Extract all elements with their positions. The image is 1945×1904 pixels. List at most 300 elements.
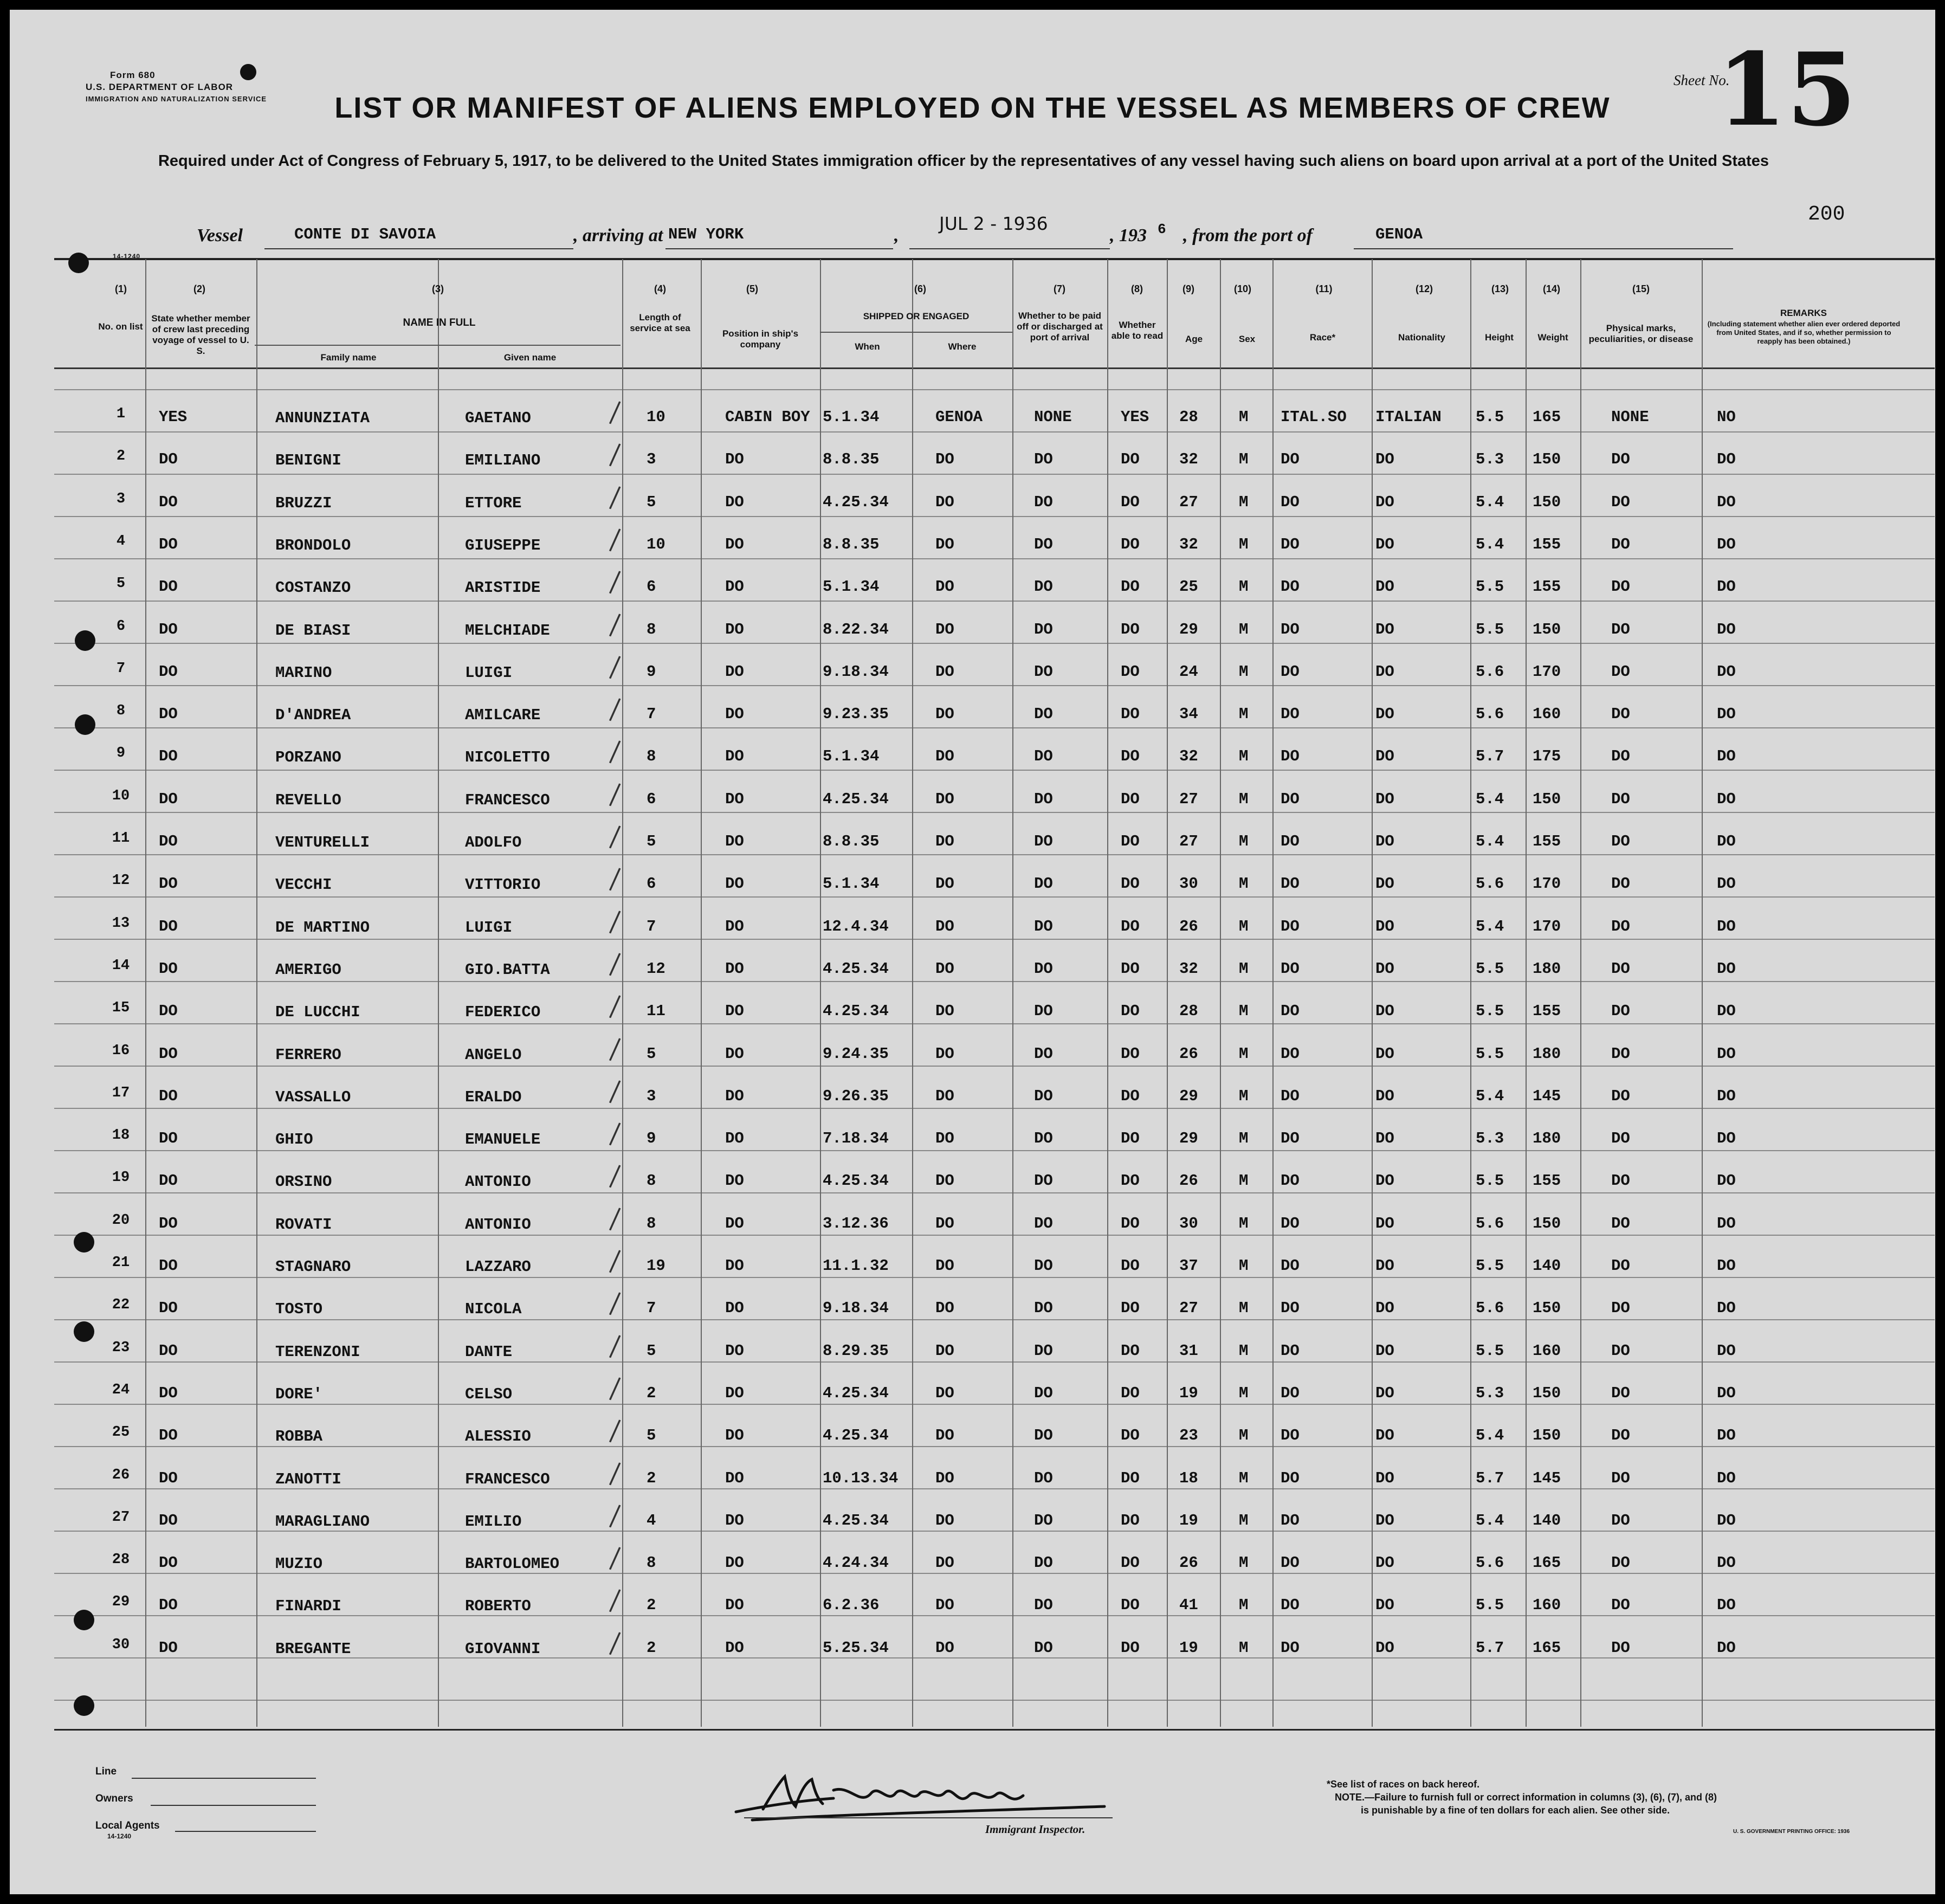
cell-race: DO — [1281, 578, 1300, 596]
cell-height: 5.5 — [1476, 620, 1504, 638]
col-num-14: (14) — [1542, 283, 1560, 294]
inspector-signature — [731, 1769, 1132, 1828]
cell-age: 41 — [1179, 1596, 1198, 1615]
cell-family-name: TOSTO — [275, 1300, 323, 1319]
row-rule — [54, 1700, 1935, 1701]
shipped-subdivider — [820, 332, 1012, 333]
cell-when: 9.18.34 — [823, 662, 889, 681]
cell-physical-marks: DO — [1611, 1596, 1630, 1615]
cell-row-number: 26 — [112, 1467, 130, 1483]
cell-given-name: NICOLA — [465, 1300, 522, 1319]
cell-nationality: DO — [1375, 1596, 1394, 1615]
arriving-port: NEW YORK — [668, 225, 744, 243]
punch-hole — [74, 1610, 94, 1630]
check-mark: / — [608, 1540, 622, 1577]
cell-prev-voyage: DO — [159, 1172, 178, 1190]
check-mark: / — [608, 1115, 622, 1152]
vessel-name: CONTE DI SAVOIA — [294, 225, 436, 243]
cell-family-name: BRONDOLO — [275, 536, 351, 554]
cell-prev-voyage: DO — [159, 705, 178, 724]
cell-weight: 155 — [1533, 1172, 1561, 1190]
cell-paid-off: DO — [1034, 1511, 1053, 1529]
cell-length-service: 2 — [647, 1638, 656, 1657]
cell-row-number: 28 — [112, 1552, 130, 1569]
cell-row-number: 2 — [116, 448, 126, 465]
cell-remarks: DO — [1717, 917, 1736, 935]
cell-where: DO — [935, 917, 954, 935]
form-code-top: 14-1240 — [113, 253, 141, 260]
cell-when: 4.25.34 — [823, 1384, 889, 1402]
row-rule — [54, 516, 1935, 517]
cell-height: 5.4 — [1476, 790, 1504, 808]
cell-race: DO — [1281, 662, 1300, 681]
cell-race: DO — [1281, 1002, 1300, 1021]
cell-given-name: DANTE — [465, 1343, 513, 1361]
cell-when: 4.25.34 — [823, 1002, 889, 1021]
cell-race: DO — [1281, 747, 1300, 766]
cell-given-name: FEDERICO — [465, 1003, 541, 1022]
check-mark: / — [608, 861, 622, 898]
cell-where: DO — [935, 535, 954, 553]
cell-able-read: DO — [1121, 493, 1140, 511]
cell-nationality: DO — [1375, 747, 1394, 766]
cell-age: 28 — [1179, 408, 1198, 426]
cell-when: 5.1.34 — [823, 578, 880, 596]
cell-physical-marks: DO — [1611, 1511, 1630, 1529]
cell-when: 8.8.35 — [823, 832, 880, 850]
cell-age: 30 — [1179, 875, 1198, 893]
cell-able-read: DO — [1121, 1427, 1140, 1445]
cell-sex: M — [1239, 450, 1249, 469]
cell-paid-off: DO — [1034, 1130, 1053, 1148]
cell-remarks: NO — [1717, 408, 1736, 426]
column-rule — [1012, 259, 1013, 1727]
col-num-1: (1) — [115, 283, 127, 294]
cell-when: 4.25.34 — [823, 1511, 889, 1529]
cell-remarks: DO — [1717, 1341, 1736, 1360]
header-prev-voyage: State whether member of crew last preceding voyage of vessel to U. S. — [151, 313, 250, 356]
cell-prev-voyage: DO — [159, 1384, 178, 1402]
cell-position: DO — [725, 1638, 744, 1657]
cell-able-read: DO — [1121, 1002, 1140, 1021]
agents-form-code: 14-1240 — [107, 1832, 132, 1840]
check-mark: / — [608, 1285, 622, 1322]
printer-note: U. S. GOVERNMENT PRINTING OFFICE: 1936 — [1733, 1829, 1850, 1835]
cell-length-service: 10 — [647, 408, 665, 426]
cell-remarks: DO — [1717, 832, 1736, 850]
punch-hole — [74, 1321, 94, 1342]
cell-row-number: 12 — [112, 873, 130, 889]
cell-when: 4.25.34 — [823, 790, 889, 808]
cell-position: DO — [725, 832, 744, 850]
cell-remarks: DO — [1717, 747, 1736, 766]
cell-age: 37 — [1179, 1257, 1198, 1275]
cell-row-number: 7 — [116, 660, 126, 677]
races-note: *See list of races on back hereof. — [1327, 1779, 1480, 1790]
cell-family-name: DE LUCCHI — [275, 1003, 360, 1022]
cell-remarks: DO — [1717, 1130, 1736, 1148]
check-mark: / — [608, 521, 622, 558]
row-rule — [54, 1235, 1935, 1236]
cell-height: 5.3 — [1476, 1130, 1504, 1148]
cell-physical-marks: DO — [1611, 1214, 1630, 1232]
cell-weight: 150 — [1533, 493, 1561, 511]
cell-nationality: DO — [1375, 1044, 1394, 1063]
column-rule — [912, 259, 913, 1727]
cell-age: 34 — [1179, 705, 1198, 724]
cell-position: DO — [725, 1172, 744, 1190]
crew-table — [54, 258, 1935, 1731]
cell-physical-marks: DO — [1611, 1384, 1630, 1402]
cell-physical-marks: DO — [1611, 1002, 1630, 1021]
cell-race: DO — [1281, 917, 1300, 935]
cell-weight: 155 — [1533, 832, 1561, 850]
cell-able-read: DO — [1121, 1384, 1140, 1402]
cell-given-name: LUIGI — [465, 918, 513, 937]
cell-prev-voyage: DO — [159, 1596, 178, 1615]
cell-nationality: DO — [1375, 832, 1394, 850]
cell-row-number: 5 — [116, 576, 126, 592]
cell-paid-off: DO — [1034, 1341, 1053, 1360]
cell-age: 28 — [1179, 1002, 1198, 1021]
cell-family-name: FERRERO — [275, 1045, 341, 1064]
check-mark: / — [608, 903, 622, 940]
cell-sex: M — [1239, 493, 1249, 511]
cell-when: 9.18.34 — [823, 1299, 889, 1318]
cell-nationality: DO — [1375, 1638, 1394, 1657]
cell-age: 32 — [1179, 959, 1198, 978]
cell-age: 26 — [1179, 1044, 1198, 1063]
cell-physical-marks: DO — [1611, 662, 1630, 681]
cell-physical-marks: DO — [1611, 832, 1630, 850]
cell-age: 19 — [1179, 1638, 1198, 1657]
row-rule — [54, 812, 1935, 813]
cell-row-number: 16 — [112, 1042, 130, 1059]
col-num-15: (15) — [1632, 283, 1650, 294]
cell-position: DO — [725, 1596, 744, 1615]
cell-physical-marks: DO — [1611, 1172, 1630, 1190]
cell-race: DO — [1281, 832, 1300, 850]
cell-row-number: 27 — [112, 1509, 130, 1526]
cell-prev-voyage: DO — [159, 493, 178, 511]
cell-length-service: 6 — [647, 578, 656, 596]
punch-hole — [75, 714, 95, 735]
cell-race: DO — [1281, 535, 1300, 553]
cell-prev-voyage: DO — [159, 1554, 178, 1572]
check-mark: / — [608, 649, 622, 686]
cell-given-name: ETTORE — [465, 494, 522, 512]
cell-paid-off: DO — [1034, 1172, 1053, 1190]
line-underline — [132, 1778, 316, 1779]
cell-able-read: DO — [1121, 450, 1140, 469]
cell-age: 24 — [1179, 662, 1198, 681]
cell-nationality: DO — [1375, 1427, 1394, 1445]
cell-length-service: 6 — [647, 875, 656, 893]
cell-nationality: DO — [1375, 1469, 1394, 1487]
cell-nationality: DO — [1375, 1130, 1394, 1148]
penalty-note: NOTE.—Failure to furnish full or correct information in columns (3), (6), (7), and (8) — [1335, 1792, 1717, 1803]
cell-age: 27 — [1179, 493, 1198, 511]
cell-length-service: 10 — [647, 535, 665, 553]
cell-paid-off: DO — [1034, 832, 1053, 850]
cell-physical-marks: DO — [1611, 1554, 1630, 1572]
cell-physical-marks: DO — [1611, 450, 1630, 469]
cell-remarks: DO — [1717, 959, 1736, 978]
column-rule — [1220, 259, 1221, 1727]
cell-weight: 140 — [1533, 1257, 1561, 1275]
cell-height: 5.5 — [1476, 408, 1504, 426]
header-height: Height — [1485, 332, 1514, 343]
cell-family-name: VECCHI — [275, 876, 332, 894]
row-rule — [54, 1108, 1935, 1109]
cell-physical-marks: DO — [1611, 493, 1630, 511]
cell-where: DO — [935, 790, 954, 808]
cell-weight: 145 — [1533, 1469, 1561, 1487]
cell-prev-voyage: DO — [159, 578, 178, 596]
cell-where: DO — [935, 1214, 954, 1232]
cell-age: 25 — [1179, 578, 1198, 596]
cell-height: 5.3 — [1476, 450, 1504, 469]
cell-age: 27 — [1179, 832, 1198, 850]
cell-row-number: 24 — [112, 1382, 130, 1398]
cell-paid-off: DO — [1034, 1044, 1053, 1063]
cell-when: 12.4.34 — [823, 917, 889, 935]
cell-sex: M — [1239, 1341, 1249, 1360]
cell-when: 8.29.35 — [823, 1341, 889, 1360]
cell-race: DO — [1281, 1172, 1300, 1190]
check-mark: / — [608, 818, 622, 855]
cell-where: DO — [935, 875, 954, 893]
cell-sex: M — [1239, 1596, 1249, 1615]
cell-where: DO — [935, 959, 954, 978]
cell-weight: 175 — [1533, 747, 1561, 766]
cell-prev-voyage: DO — [159, 917, 178, 935]
cell-physical-marks: DO — [1611, 578, 1630, 596]
cell-family-name: REVELLO — [275, 791, 341, 809]
cell-length-service: 8 — [647, 1172, 656, 1190]
cell-length-service: 8 — [647, 1554, 656, 1572]
name-subdivider — [255, 345, 621, 346]
cell-prev-voyage: DO — [159, 959, 178, 978]
check-mark: / — [608, 1328, 622, 1365]
cell-length-service: 8 — [647, 620, 656, 638]
cell-able-read: DO — [1121, 1044, 1140, 1063]
cell-given-name: NICOLETTO — [465, 748, 550, 767]
cell-physical-marks: DO — [1611, 1257, 1630, 1275]
cell-weight: 150 — [1533, 1427, 1561, 1445]
column-rule — [1526, 259, 1527, 1727]
cell-physical-marks: DO — [1611, 1130, 1630, 1148]
row-rule — [54, 474, 1935, 475]
row-rule — [54, 896, 1935, 898]
cell-race: DO — [1281, 705, 1300, 724]
cell-height: 5.5 — [1476, 1257, 1504, 1275]
cell-length-service: 5 — [647, 1427, 656, 1445]
cell-height: 5.5 — [1476, 959, 1504, 978]
col-num-4: (4) — [654, 283, 666, 294]
cell-position: DO — [725, 917, 744, 935]
cell-paid-off: DO — [1034, 1554, 1053, 1572]
cell-where: DO — [935, 1384, 954, 1402]
cell-given-name: ANTONIO — [465, 1173, 531, 1191]
cell-family-name: ROVATI — [275, 1215, 332, 1234]
cell-able-read: DO — [1121, 747, 1140, 766]
header-remarks: REMARKS — [1780, 308, 1827, 318]
cell-physical-marks: DO — [1611, 1044, 1630, 1063]
cell-paid-off: DO — [1034, 917, 1053, 935]
cell-sex: M — [1239, 1638, 1249, 1657]
cell-able-read: DO — [1121, 535, 1140, 553]
cell-height: 5.6 — [1476, 662, 1504, 681]
row-rule — [54, 558, 1935, 559]
col-num-9: (9) — [1182, 283, 1194, 294]
cell-nationality: DO — [1375, 1087, 1394, 1105]
service-label: IMMIGRATION AND NATURALIZATION SERVICE — [86, 95, 267, 103]
cell-able-read: DO — [1121, 1511, 1140, 1529]
cell-prev-voyage: DO — [159, 875, 178, 893]
col-num-8: (8) — [1131, 283, 1143, 294]
cell-sex: M — [1239, 1214, 1249, 1232]
arriving-label: , arriving at — [573, 225, 663, 246]
row-rule — [54, 981, 1935, 982]
cell-paid-off: DO — [1034, 1214, 1053, 1232]
cell-prev-voyage: DO — [159, 620, 178, 638]
header-divider — [54, 367, 1935, 369]
check-mark: / — [608, 1625, 622, 1662]
row-rule — [54, 1150, 1935, 1151]
cell-physical-marks: DO — [1611, 1341, 1630, 1360]
cell-weight: 155 — [1533, 1002, 1561, 1021]
cell-row-number: 20 — [112, 1212, 130, 1229]
cell-when: 8.8.35 — [823, 450, 880, 469]
cell-prev-voyage: DO — [159, 1427, 178, 1445]
cell-weight: 150 — [1533, 1214, 1561, 1232]
cell-sex: M — [1239, 620, 1249, 638]
cell-prev-voyage: DO — [159, 790, 178, 808]
cell-height: 5.5 — [1476, 1172, 1504, 1190]
cell-height: 5.3 — [1476, 1384, 1504, 1402]
row-rule — [54, 1404, 1935, 1405]
cell-nationality: DO — [1375, 535, 1394, 553]
cell-age: 32 — [1179, 450, 1198, 469]
cell-position: DO — [725, 662, 744, 681]
cell-where: DO — [935, 1257, 954, 1275]
cell-remarks: DO — [1717, 1638, 1736, 1657]
cell-height: 5.4 — [1476, 535, 1504, 553]
row-rule — [54, 643, 1935, 644]
cell-given-name: ARISTIDE — [465, 579, 541, 597]
cell-row-number: 18 — [112, 1127, 130, 1144]
cell-length-service: 5 — [647, 1341, 656, 1360]
cell-nationality: DO — [1375, 1172, 1394, 1190]
cell-paid-off: DO — [1034, 450, 1053, 469]
cell-weight: 140 — [1533, 1511, 1561, 1529]
cell-weight: 160 — [1533, 1341, 1561, 1360]
cell-age: 19 — [1179, 1384, 1198, 1402]
cell-remarks: DO — [1717, 620, 1736, 638]
cell-given-name: EMANUELE — [465, 1131, 541, 1149]
column-rule — [820, 259, 821, 1727]
cell-paid-off: DO — [1034, 1384, 1053, 1402]
cell-height: 5.5 — [1476, 578, 1504, 596]
cell-position: DO — [725, 1469, 744, 1487]
cell-race: DO — [1281, 1087, 1300, 1105]
cell-weight: 170 — [1533, 662, 1561, 681]
row-rule — [54, 431, 1935, 433]
cell-remarks: DO — [1717, 1384, 1736, 1402]
cell-given-name: MELCHIADE — [465, 621, 550, 640]
cell-physical-marks: DO — [1611, 1087, 1630, 1105]
cell-family-name: ZANOTTI — [275, 1470, 341, 1488]
agents-label: Local Agents — [95, 1820, 160, 1831]
cell-given-name: GIO.BATTA — [465, 960, 550, 979]
punch-hole — [68, 253, 89, 273]
cell-family-name: DE BIASI — [275, 621, 351, 640]
cell-paid-off: DO — [1034, 1257, 1053, 1275]
cell-row-number: 29 — [112, 1594, 130, 1611]
cell-able-read: DO — [1121, 1469, 1140, 1487]
cell-length-service: 4 — [647, 1511, 656, 1529]
cell-sex: M — [1239, 959, 1249, 978]
column-rule — [438, 259, 439, 1727]
cell-row-number: 30 — [112, 1636, 130, 1653]
cell-when: 4.25.34 — [823, 493, 889, 511]
cell-row-number: 15 — [112, 1000, 130, 1017]
column-rule — [622, 259, 623, 1727]
line-label: Line — [95, 1766, 117, 1777]
cell-row-number: 19 — [112, 1170, 130, 1186]
cell-height: 5.5 — [1476, 1002, 1504, 1021]
row-rule — [54, 1488, 1935, 1489]
row-rule — [54, 770, 1935, 771]
cell-age: 29 — [1179, 1130, 1198, 1148]
check-mark: / — [608, 479, 622, 516]
cell-position: DO — [725, 1511, 744, 1529]
check-mark: / — [608, 1073, 622, 1110]
cell-physical-marks: DO — [1611, 1469, 1630, 1487]
cell-remarks: DO — [1717, 1469, 1736, 1487]
cell-weight: 160 — [1533, 1596, 1561, 1615]
cell-able-read: DO — [1121, 662, 1140, 681]
check-mark: / — [608, 776, 622, 813]
sheet-number-label: Sheet No. — [1673, 72, 1730, 88]
col-num-3: (3) — [432, 283, 444, 294]
punch-hole — [74, 1695, 94, 1716]
cell-race: DO — [1281, 1214, 1300, 1232]
cell-able-read: DO — [1121, 1596, 1140, 1615]
cell-prev-voyage: DO — [159, 1257, 178, 1275]
cell-height: 5.6 — [1476, 705, 1504, 724]
cell-sex: M — [1239, 1257, 1249, 1275]
row-rule — [54, 1319, 1935, 1320]
cell-sex: M — [1239, 1469, 1249, 1487]
cell-given-name: ADOLFO — [465, 834, 522, 851]
cell-given-name: GAETANO — [465, 409, 531, 427]
cell-prev-voyage: DO — [159, 535, 178, 553]
column-rule — [1167, 259, 1168, 1727]
header-where: Where — [948, 341, 977, 352]
cell-race: DO — [1281, 790, 1300, 808]
cell-remarks: DO — [1717, 450, 1736, 469]
cell-row-number: 11 — [112, 830, 130, 847]
header-name-in-full: NAME IN FULL — [403, 317, 476, 328]
cell-able-read: DO — [1121, 620, 1140, 638]
cell-weight: 180 — [1533, 1044, 1561, 1063]
row-rule — [54, 1446, 1935, 1447]
cell-position: DO — [725, 1130, 744, 1148]
cell-prev-voyage: DO — [159, 1130, 178, 1148]
cell-remarks: DO — [1717, 1002, 1736, 1021]
